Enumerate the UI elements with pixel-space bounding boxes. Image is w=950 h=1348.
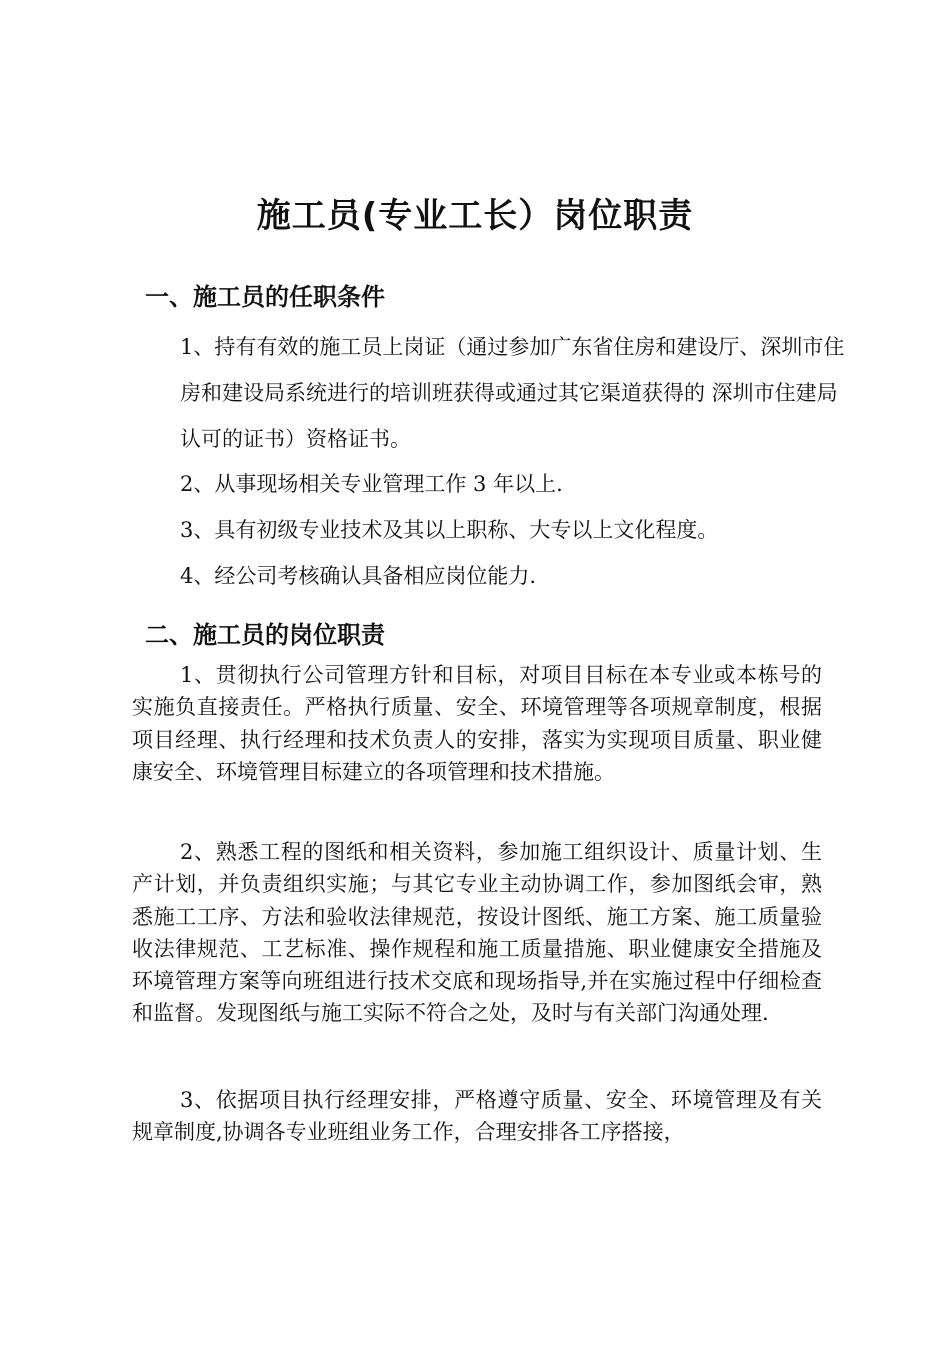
qualification-item: 2、从事现场相关专业管理工作 3 年以上. [180, 472, 563, 496]
qualification-item: 4、经公司考核确认具备相应岗位能力. [180, 564, 537, 588]
responsibility-paragraph: 1、贯彻执行公司管理方针和目标，对项目目标在本专业或本栋号的实施负直接责任。严格执行质量、安全、环境管理等各项规章制度，根据项目经理、执行经理和技术负责人的安排，落实为实现项目质量、职业健康安全、环境管理目标建立的各项管理和技术措施。 [132, 663, 822, 784]
qualification-item: 3、具有初级专业技术及其以上职称、大专以上文化程度。 [180, 518, 719, 542]
qualification-item: 1、持有有效的施工员上岗证（通过参加广东省住房和建设厅、深圳市住房和建设局系统进行的培训班获得或通过其它渠道获得的 深圳市住建局认可的证书）资格证书。 [180, 335, 845, 451]
responsibility-paragraph: 3、依据项目执行经理安排，严格遵守质量、安全、环境管理及有关规章制度,协调各专业班组业务工作，合理安排各工序搭接， [132, 1088, 822, 1145]
section-heading-qualifications: 一、施工员的任职条件 [145, 283, 385, 311]
section-heading-responsibilities: 二、施工员的岗位职责 [145, 621, 385, 649]
responsibility-paragraph: 2、熟悉工程的图纸和相关资料，参加施工组织设计、质量计划、生产计划，并负责组织实施；与其它专业主动协调工作，参加图纸会审，熟悉施工工序、方法和验收法律规范，按设计图纸、施工方案、施工质量验收法律规范、工艺标准、操作规程和施工质量措施、职业健康安全措施及环境管理方案等向班组进行技术交底和现场指导,并在实施过程中仔细检查和监督。发现图纸与施工实际不符合之处，及时与有关部门沟通处理. [132, 840, 822, 1026]
page-title: 施工员(专业工长）岗位职责 [256, 196, 694, 236]
